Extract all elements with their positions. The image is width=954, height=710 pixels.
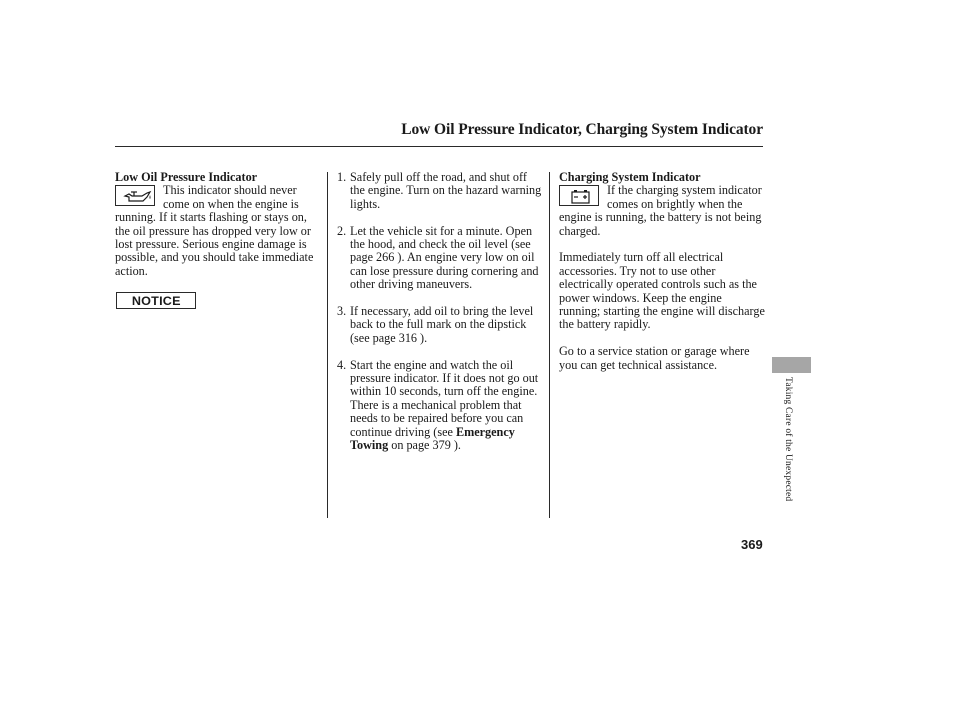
column-divider-left xyxy=(327,172,328,518)
charging-para-3: Go to a service station or garage where you can get technical assistance. xyxy=(559,344,750,372)
notice-label: NOTICE xyxy=(131,293,181,308)
low-oil-pressure-section xyxy=(115,171,321,278)
oil-can-icon xyxy=(115,185,155,206)
charging-system-heading: Charging System Indicator xyxy=(559,170,701,184)
step-text: Start the engine and watch the oil pressure indicator. If it does not go out within 10 seconds, turn off the engine. There is a mechanical problem that needs to be repaired before you can continue driving (see xyxy=(350,357,539,439)
step-number: 1. xyxy=(337,170,347,184)
title-divider xyxy=(115,146,763,147)
step-number: 3. xyxy=(337,304,347,319)
step-text-after: on page 379 ). xyxy=(388,438,461,453)
section-tab-label: Taking Care of the Unexpected xyxy=(783,377,793,502)
page-title: Low Oil Pressure Indicator, Charging System Indicator xyxy=(401,121,763,138)
page-number: 369 xyxy=(741,537,763,552)
list-item xyxy=(337,171,543,211)
low-oil-pressure-body: This indicator should never come on when the engine is running. If it starts flashing or stays on, the oil pressure has dropped very low or lost pressure. Serious engine damage is possible, and you should take immediate action. xyxy=(115,183,314,278)
notice-box xyxy=(116,292,196,309)
emergency-towing-reference: Emergency Towing xyxy=(350,424,515,453)
charging-para-1: If the charging system indicator comes on brightly when the engine is running, the battery is not being charged. xyxy=(559,183,762,238)
step-text: Safely pull off the road, and shut off the engine. Turn on the hazard warning lights. xyxy=(350,170,542,211)
list-item xyxy=(337,225,543,292)
oil-pressure-steps xyxy=(337,171,543,466)
section-tab xyxy=(772,357,811,373)
charging-system-section xyxy=(559,171,765,385)
steps-list xyxy=(337,171,543,452)
battery-icon xyxy=(559,185,599,206)
list-item xyxy=(337,305,543,345)
step-number: 4. xyxy=(337,357,347,372)
step-text: Let the vehicle sit for a minute. Open the hood, and check the oil level (see page 266 ). An engine very low on oil can lose pressure during cornering and other driving maneuvers. xyxy=(350,223,539,292)
low-oil-pressure-heading: Low Oil Pressure Indicator xyxy=(115,170,258,184)
column-divider-right xyxy=(549,172,550,518)
list-item xyxy=(337,359,543,453)
step-text: If necessary, add oil to bring the level back to the full mark on the dipstick (see page 316 ). xyxy=(350,304,534,345)
step-number: 2. xyxy=(337,223,347,238)
charging-para-2: Immediately turn off all electrical accessories. Try not to use other electrically operated controls such as the power windows. Keep the engine running; starting the engine will discharge the battery rapidly. xyxy=(559,250,765,332)
